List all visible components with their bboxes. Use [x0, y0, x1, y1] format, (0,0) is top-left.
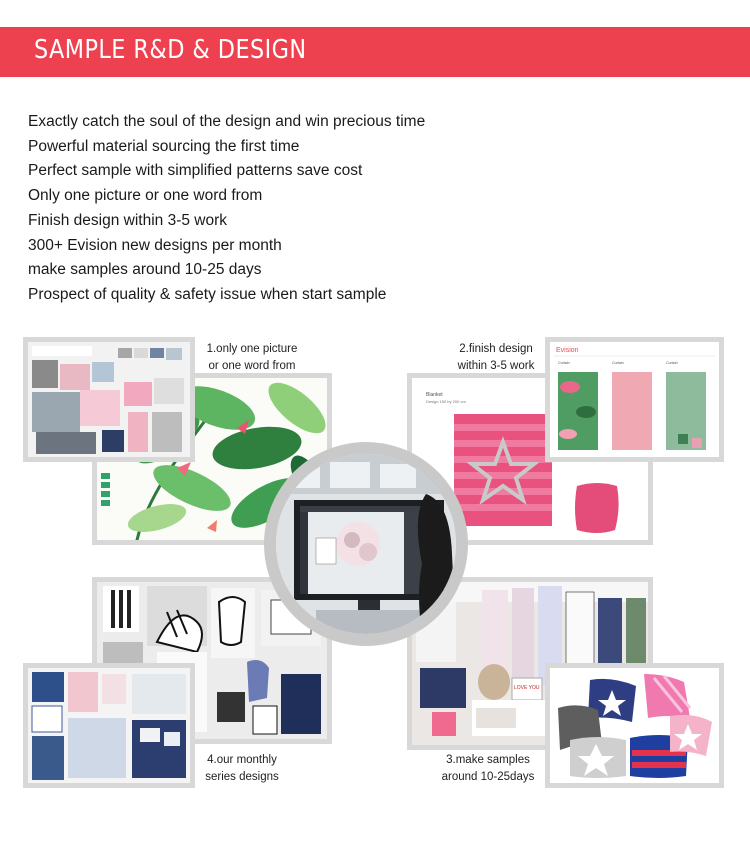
section-title: SAMPLE R&D & DESIGN — [34, 35, 307, 65]
caption-step3-line1: 3.make samples — [446, 754, 530, 766]
pillow-tag: LOVE YOU — [514, 685, 540, 691]
caption-step2-line1: 2.finish design — [459, 343, 533, 355]
curtain-label: Curtain — [558, 361, 570, 365]
feature-item: Finish design within 3-5 work — [28, 211, 228, 229]
feature-list — [28, 110, 425, 308]
caption-step3-line2: around 10-25days — [441, 771, 535, 783]
caption-step1-line2: or one word from — [208, 360, 296, 372]
caption-step2-line2: within 3-5 work — [457, 360, 535, 372]
caption-step1 — [200, 341, 304, 375]
pillow-samples-panel — [545, 663, 724, 788]
caption-step4 — [198, 752, 286, 786]
feature-item: Perfect sample with simplified patterns save cost — [28, 162, 363, 180]
caption-step2 — [440, 341, 552, 375]
inspiration-collage — [23, 337, 195, 462]
caption-step4-line2: series designs — [205, 771, 279, 783]
section-banner — [0, 27, 750, 77]
brand-logo: Evision — [556, 347, 579, 354]
designer-photo — [276, 454, 456, 634]
feature-item: Powerful material sourcing the first time — [28, 137, 300, 155]
caption-step1-line1: 1.only one picture — [206, 343, 298, 355]
caption-step4-line1: 4.our monthly — [207, 754, 277, 766]
feature-item: Exactly catch the soul of the design and win precious time — [28, 113, 426, 130]
feature-item: Prospect of quality & safety issue when start sample — [28, 285, 387, 303]
bedding-collage — [23, 663, 195, 788]
feature-item: Only one picture or one word from — [28, 187, 263, 205]
curtain-mockup-panel — [545, 337, 724, 462]
curtain-label: Curtain — [666, 361, 678, 365]
blanket-size: Design 150 by 200 cm — [426, 399, 466, 404]
feature-item: 300+ Evision new designs per month — [28, 236, 282, 254]
curtain-label: Curtain — [612, 361, 624, 365]
blanket-label: Blanket — [426, 392, 443, 398]
feature-item: make samples around 10-25 days — [28, 261, 262, 279]
caption-step3 — [432, 752, 544, 786]
